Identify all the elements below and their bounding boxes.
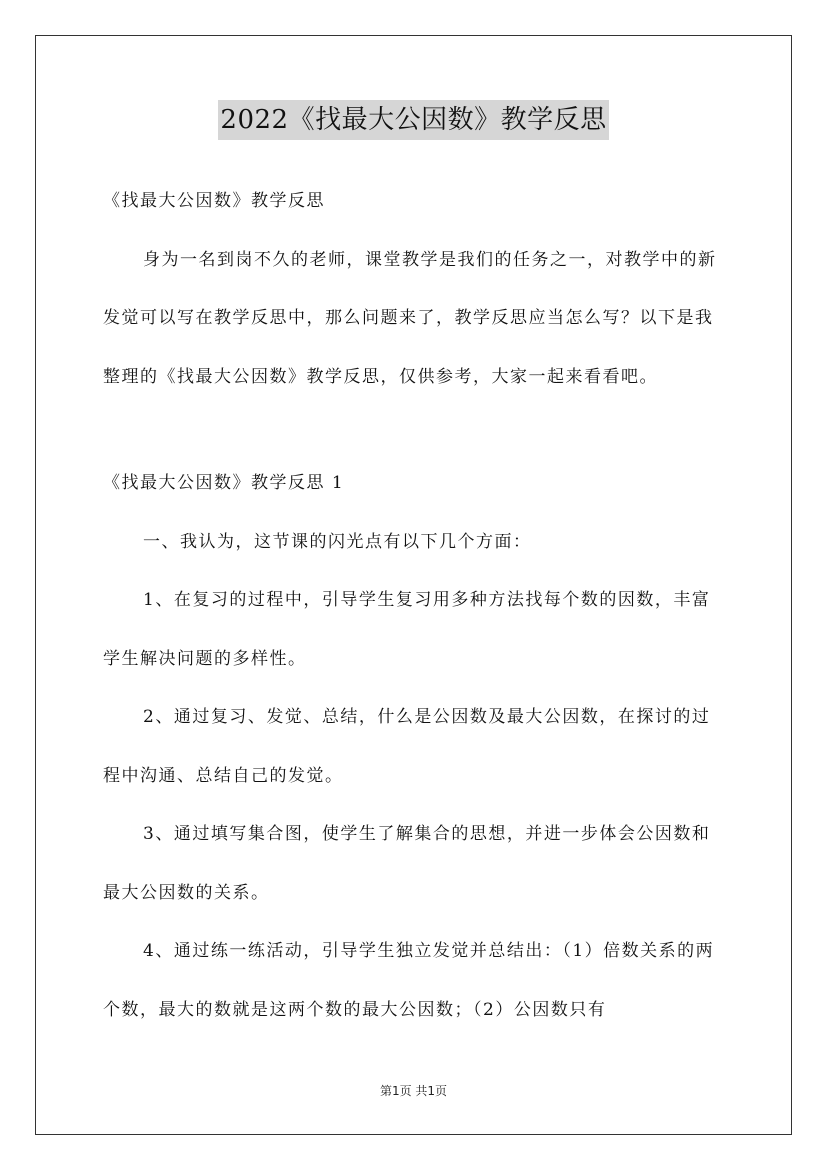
- document-body: [103, 172, 728, 1039]
- page-footer: 第1页 共1页: [379, 1084, 448, 1098]
- body-paragraph-1: 一、我认为，这节课的闪光点有以下几个方面：: [143, 531, 532, 552]
- body-paragraph-5: 4、通过练一练活动，引导学生独立发觉并总结出：（1）倍数关系的两个数，最大的数就是这两个数的最大公因数；（2）公因数只有: [103, 941, 715, 1020]
- section-gap: [103, 406, 728, 454]
- body-paragraph-3: 2、通过复习、发觉、总结，什么是公因数及最大公因数，在探讨的过程中沟通、总结自己的发觉。: [103, 707, 711, 786]
- document-title: 2022《找最大公因数》教学反思: [218, 100, 608, 140]
- section-heading: 《找最大公因数》教学反思 1: [103, 473, 345, 493]
- document-subtitle: 《找最大公因数》教学反思: [103, 191, 325, 211]
- intro-paragraph: 身为一名到岗不久的老师，课堂教学是我们的任务之一，对教学中的新发觉可以写在教学反思中，那么问题来了，教学反思应当怎么写？以下是我整理的《找最大公因数》教学反思，仅供参考，大家一起来看看吧。: [103, 249, 717, 387]
- body-paragraph-4: 3、通过填写集合图，使学生了解集合的思想，并进一步体会公因数和最大公因数的关系。: [103, 824, 711, 903]
- title-container: [0, 100, 827, 140]
- body-paragraph-2: 1、在复习的过程中，引导学生复习用多种方法找每个数的因数，丰富学生解决问题的多样性。: [103, 590, 711, 669]
